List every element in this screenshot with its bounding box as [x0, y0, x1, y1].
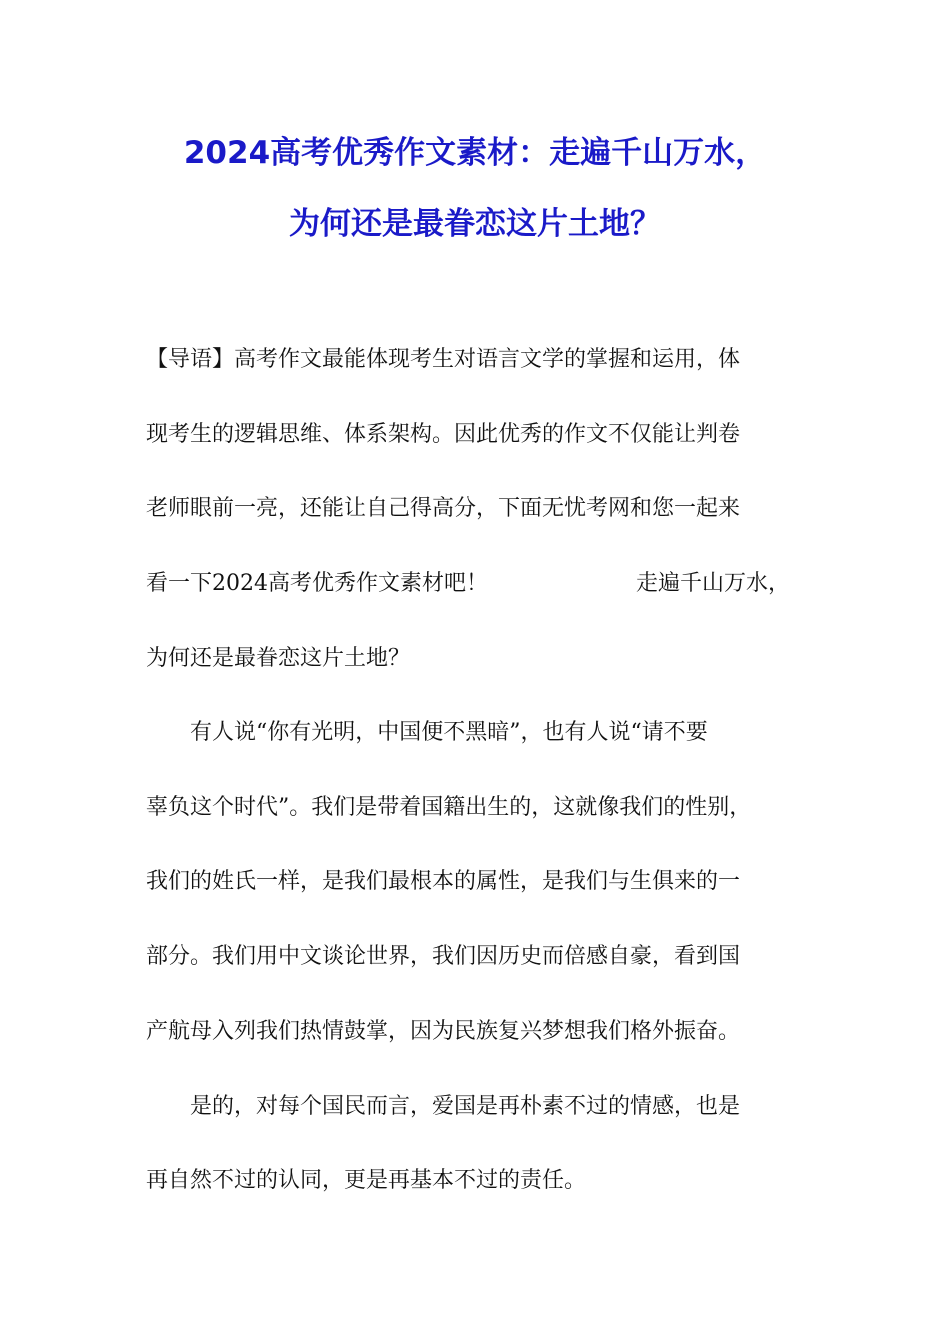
body-line: 现考生的逻辑思维、体系架构。因此优秀的作文不仅能让判卷 — [146, 422, 741, 447]
paragraph-line: 再自然不过的认同，更是再基本不过的责任。 — [146, 1168, 587, 1193]
paragraph-line: 产航母入列我们热情鼓掌，因为民族复兴梦想我们格外振奋。 — [146, 1019, 741, 1044]
body-line-subtitle: 走遍千山万水， — [636, 571, 791, 596]
paragraph-line: 部分。我们用中文谈论世界，我们因历史而倍感自豪，看到国 — [146, 944, 741, 969]
body-line: 老师眼前一亮，还能让自己得高分，下面无忧考网和您一起来 — [146, 496, 741, 521]
body-line: 为何还是最眷恋这片土地？ — [146, 646, 411, 671]
paragraph-line: 是的，对每个国民而言，爱国是再朴素不过的情感，也是 — [146, 1094, 741, 1119]
paragraph-line: 有人说“你有光明，中国便不黑暗”，也有人说“请不要 — [146, 720, 708, 745]
document-title-line-1: 2024高考优秀作文素材：走遍千山万水， — [183, 135, 767, 171]
paragraph-line: 我们的姓氏一样，是我们最根本的属性，是我们与生俱来的一 — [146, 869, 741, 894]
body-line: 【导语】高考作文最能体现考生对语言文学的掌握和运用，体 — [146, 347, 741, 372]
body-line: 看一下2024高考优秀作文素材吧！ — [146, 571, 488, 596]
document-title-line-2: 为何还是最眷恋这片土地？ — [289, 206, 661, 242]
paragraph-line: 辜负这个时代”。我们是带着国籍出生的，这就像我们的性别， — [146, 795, 752, 820]
